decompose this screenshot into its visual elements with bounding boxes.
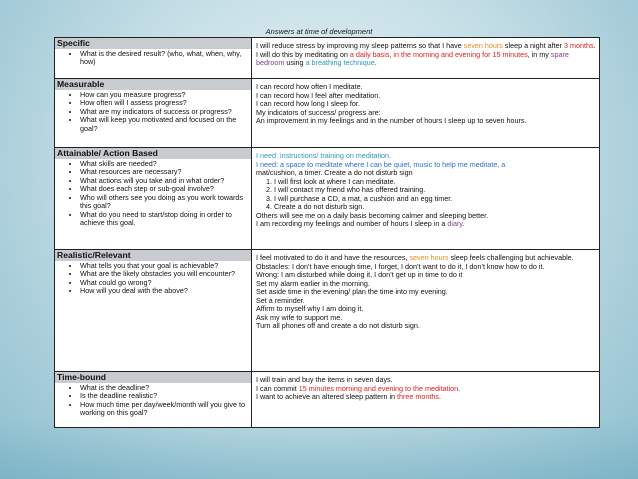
answer-text: Ask my wife to support me. <box>256 312 343 322</box>
answer-text: using <box>284 58 306 67</box>
criterion-title: Time-bound <box>55 372 251 383</box>
question-item: • Who will others see you doing as you work towards this goal? <box>80 194 251 211</box>
answer-cell <box>252 372 600 428</box>
answer-text: I can commit <box>256 383 299 393</box>
criterion-cell <box>55 38 252 79</box>
row-time-bound <box>55 372 600 428</box>
answer-text: I can record how I feel after meditation. <box>256 90 381 100</box>
question-item: • What are the likely obstacles you will encounter? <box>80 270 251 279</box>
criterion-title: Measurable <box>55 79 251 90</box>
answer-text: I will reduce stress by improving my sleep patterns so that I have <box>256 41 464 50</box>
background-decoration <box>0 419 638 479</box>
highlighted-text: a daily basis, in the morning and evening for 15 minutes <box>349 49 528 59</box>
question-item: • How much time per day/week/month will you give to working on this goal? <box>80 401 251 418</box>
question-item: • How can you measure progress? <box>80 91 251 100</box>
action-step: 3. I will purchase a CD, a mat, a cushion and an egg timer. <box>274 195 596 204</box>
question-item: • What is the desired result? (who, what, when, why, how) <box>80 50 251 67</box>
action-step: 1. I will first look at where I can meditate. <box>274 178 596 187</box>
question-list <box>55 262 251 296</box>
question-list <box>55 91 251 134</box>
answer-text: sleep a night after <box>502 41 565 50</box>
highlighted-text: 3 months <box>564 41 594 50</box>
criterion-cell <box>55 372 252 428</box>
answer-line <box>256 322 596 331</box>
answer-text: I feel motivated to do it and have the resources, <box>256 253 410 262</box>
answer-text: Wrong: I am disturbed while doing it, I don’t get up in time to do it <box>256 270 463 279</box>
answer-text: Others will see me on a daily basis becoming calmer and sleeping better. <box>256 210 489 220</box>
question-item: • Is the deadline realistic? <box>80 392 251 401</box>
highlighted-text: seven hours <box>409 253 449 262</box>
answer-text: Set a reminder. <box>256 295 305 305</box>
question-list <box>55 50 251 67</box>
question-item: • How will you deal with the above? <box>80 287 251 296</box>
highlighted-text: spare bedroom <box>256 49 569 67</box>
highlighted-text: a breathing technique <box>305 58 375 67</box>
criterion-title: Attainable/ Action Based <box>55 148 251 159</box>
answer-text: I am recording my feelings and number of hours I sleep in a <box>256 219 448 228</box>
answer-text: An improvement in my feelings and in the number of hours I sleep up to seven hours. <box>256 116 527 125</box>
row-attainable <box>55 148 600 250</box>
answer-text: I can record how often I meditate. <box>256 82 363 91</box>
answer-text: I want to achieve an altered sleep pattern in <box>256 392 398 401</box>
answer-text: mat/cushion, a timer. Create a do not disturb sign <box>256 168 413 177</box>
highlighted-text: I need: instructions/ training on meditation. <box>256 151 392 160</box>
answer-text: , in my <box>527 49 551 59</box>
criterion-cell <box>55 250 252 372</box>
question-list <box>55 160 251 228</box>
answer-text: I can record how long I sleep for. <box>256 99 360 108</box>
question-item: • What skills are needed? <box>80 160 251 169</box>
answer-text: sleep feels challenging but achievable. <box>448 253 574 262</box>
highlighted-text: diary <box>447 219 463 228</box>
answer-text: Affirm to myself why I am doing it. <box>256 304 364 313</box>
question-item: • What does each step or sub-goal involve? <box>80 185 251 194</box>
row-specific <box>55 38 600 79</box>
action-step: 4. Create a do not disturb sign. <box>274 203 596 212</box>
answer-line <box>256 117 596 126</box>
answer-text: Set my alarm earlier in the morning. <box>256 278 370 288</box>
answer-line <box>256 288 596 297</box>
action-step: 2. I will contact my friend who has offered training. <box>274 186 596 195</box>
criterion-title: Specific <box>55 38 251 49</box>
question-item: • What do you need to start/stop doing in order to achieve this goal. <box>80 211 251 228</box>
answer-text: . I will do this by meditating on <box>256 41 596 59</box>
answer-cell <box>252 38 600 79</box>
highlighted-text: three months <box>397 392 439 401</box>
row-measurable <box>55 79 600 148</box>
criterion-title: Realistic/Relevant <box>55 250 251 261</box>
question-item: • What could go wrong? <box>80 279 251 288</box>
question-item: • What are my indicators of success or progress? <box>80 108 251 117</box>
answer-cell <box>252 148 600 250</box>
answer-line <box>256 220 596 229</box>
answer-cell <box>252 250 600 372</box>
question-list <box>55 384 251 418</box>
answer-line <box>256 42 596 68</box>
action-steps-list <box>256 178 596 212</box>
highlighted-text: 15 minutes morning and evening to the meditation <box>298 383 459 393</box>
smart-goals-table <box>54 37 600 428</box>
row-realistic <box>55 250 600 372</box>
highlighted-text: seven hours <box>463 41 503 50</box>
answer-line <box>256 393 596 402</box>
answer-text: I will train and buy the items in seven days. <box>256 375 393 384</box>
answer-text: My indicators of success/ progress are: <box>256 107 381 117</box>
criterion-cell <box>55 79 252 148</box>
question-item: • What resources are necessary? <box>80 168 251 177</box>
answer-text: . <box>462 219 465 228</box>
answer-cell <box>252 79 600 148</box>
answer-text: . <box>439 392 441 401</box>
question-item: • What will keep you motivated and focused on the goal? <box>80 116 251 133</box>
criterion-cell <box>55 148 252 250</box>
answer-text: . <box>458 383 461 393</box>
answer-text: Set aside time in the evening/ plan the time into my evening. <box>256 287 448 296</box>
highlighted-text: I need: a space to meditate where I can be quiet, music to help me meditate, a <box>256 159 506 169</box>
answer-text: Turn all phones off and create a do not disturb sign. <box>256 321 420 330</box>
question-item: • What tells you that your goal is achievable? <box>80 262 251 271</box>
table-caption: Answers at time of development <box>265 27 373 36</box>
question-item: • What is the deadline? <box>80 384 251 393</box>
question-item: • What actions will you take and in what order? <box>80 177 251 186</box>
answer-text: . <box>374 58 377 67</box>
question-item: • How often will I assess progress? <box>80 99 251 108</box>
answer-text: Obstacles: I don’t have enough time, I forget, I don’t want to do it, I don’t know how to do it. <box>256 261 545 271</box>
